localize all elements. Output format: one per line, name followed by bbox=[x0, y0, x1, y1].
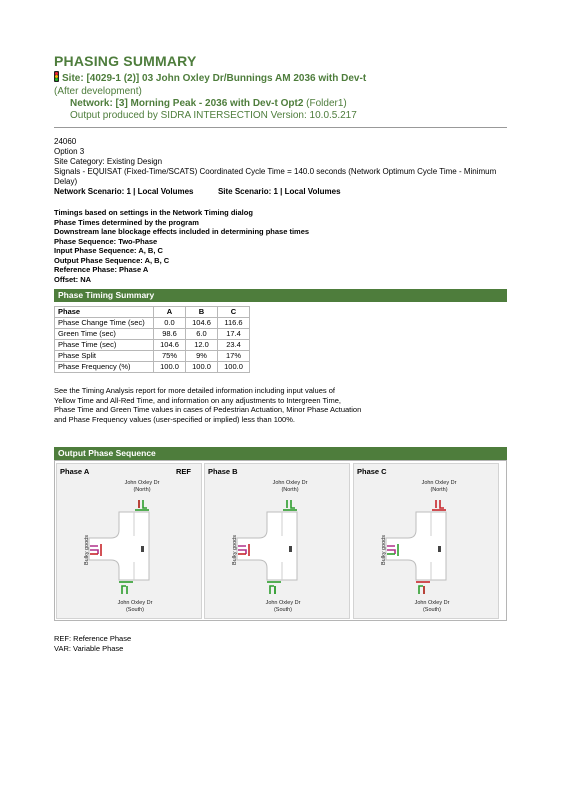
table-cell: 75% bbox=[154, 351, 186, 362]
table-cell: 116.6 bbox=[218, 318, 250, 329]
note-line: Phase Time and Green Time values in cases of Pedestrian Actuation, Minor Phase Actuation bbox=[54, 405, 362, 414]
site-name: Site: [4029-1 (2)] 03 John Oxley Dr/Bunnings AM 2036 with Dev-t bbox=[62, 73, 367, 84]
output-phase-sequence-header: Output Phase Sequence bbox=[54, 447, 507, 460]
west-road-label: Bulky goods bbox=[84, 535, 90, 565]
timing-line: Output Phase Sequence: A, B, C bbox=[54, 255, 170, 265]
signal-head-icon bbox=[141, 546, 144, 552]
reference-marker: REF bbox=[176, 467, 191, 476]
south-road-label: John Oxley Dr (South) bbox=[265, 600, 301, 613]
phase-panel-a bbox=[56, 463, 202, 619]
site-note: (After development) bbox=[54, 86, 142, 97]
table-cell: 9% bbox=[186, 351, 218, 362]
west-road-label: Bulky goods bbox=[381, 535, 387, 565]
note-line: Yellow Time and All-Red Time, and information on any adjustments to Intergreen Time, bbox=[54, 395, 341, 405]
phase-timing-table bbox=[54, 306, 250, 373]
phase-panel-b bbox=[204, 463, 350, 619]
network-heading bbox=[70, 97, 347, 110]
table-cell: 17.4 bbox=[218, 329, 250, 340]
phase-panel-c bbox=[353, 463, 499, 619]
table-row bbox=[55, 362, 250, 373]
timing-line: Phase Sequence: Two-Phase bbox=[54, 236, 158, 246]
timing-analysis-note bbox=[54, 386, 404, 424]
timing-line: Phase Times determined by the program bbox=[54, 217, 199, 227]
table-cell: 100.0 bbox=[218, 362, 250, 373]
north-road-label: John Oxley Dr (North) bbox=[272, 480, 308, 493]
phase-name: Phase C bbox=[357, 467, 387, 476]
legend-var: VAR: Variable Phase bbox=[54, 643, 124, 653]
site-heading bbox=[54, 71, 384, 98]
produced-by: Output produced by SIDRA INTERSECTION Version: 10.0.5.217 bbox=[70, 110, 357, 121]
network-name: Network: [3] Morning Peak - 2036 with Dev-t Opt2 bbox=[70, 98, 304, 109]
signal-head-icon bbox=[438, 546, 441, 552]
site-meta bbox=[54, 137, 509, 197]
phase-timing-summary-header: Phase Timing Summary bbox=[54, 289, 507, 302]
table-cell: 100.0 bbox=[154, 362, 186, 373]
note-line: See the Timing Analysis report for more detailed information including input values of bbox=[54, 386, 335, 395]
column-header: Phase bbox=[55, 307, 154, 318]
table-header-row bbox=[55, 307, 250, 318]
west-road-label: Bulky goods bbox=[232, 535, 238, 565]
column-header: C bbox=[218, 307, 250, 318]
south-arrows-icon bbox=[122, 586, 127, 594]
north-road-label: John Oxley Dr (North) bbox=[421, 480, 457, 493]
timing-line: Input Phase Sequence: A, B, C bbox=[54, 246, 163, 255]
table-cell: 0.0 bbox=[154, 318, 186, 329]
south-road-label: John Oxley Dr (South) bbox=[117, 600, 153, 613]
table-cell: 23.4 bbox=[218, 340, 250, 351]
note-line: and Phase Frequency values (user-specified or implied) less than 100%. bbox=[54, 414, 295, 424]
north-arrows-icon bbox=[436, 500, 444, 508]
table-cell: 100.0 bbox=[186, 362, 218, 373]
column-header: A bbox=[154, 307, 186, 318]
row-label: Green Time (sec) bbox=[55, 329, 154, 340]
signal-head-icon bbox=[289, 546, 292, 552]
table-cell: 104.6 bbox=[154, 340, 186, 351]
timing-line: Timings based on settings in the Network Timing dialog bbox=[54, 208, 253, 217]
table-row bbox=[55, 329, 250, 340]
network-scenario: Network Scenario: 1 | Local Volumes bbox=[54, 187, 194, 196]
table-cell: 12.0 bbox=[186, 340, 218, 351]
table-cell: 98.6 bbox=[154, 329, 186, 340]
phase-name: Phase A bbox=[60, 467, 90, 476]
job-id: 24060 bbox=[54, 137, 77, 146]
option-label: Option 3 bbox=[54, 147, 85, 156]
table-cell: 17% bbox=[218, 351, 250, 362]
phase-name: Phase B bbox=[208, 467, 238, 476]
table-row bbox=[55, 340, 250, 351]
page-title: PHASING SUMMARY bbox=[54, 53, 197, 69]
site-category: Site Category: Existing Design bbox=[54, 157, 163, 166]
signals-info: Signals - EQUISAT (Fixed-Time/SCATS) Coordinated Cycle Time = 140.0 seconds (Network Optimum Cycle Time - Minimum Delay) bbox=[54, 167, 497, 186]
network-note: (Folder1) bbox=[306, 98, 347, 109]
row-label: Phase Change Time (sec) bbox=[55, 318, 154, 329]
north-road-label: John Oxley Dr (North) bbox=[124, 480, 160, 493]
legend-ref: REF: Reference Phase bbox=[54, 634, 132, 643]
timing-line: Reference Phase: Phase A bbox=[54, 265, 149, 274]
south-road-label: John Oxley Dr (South) bbox=[414, 600, 450, 613]
north-arrows-icon bbox=[139, 500, 147, 508]
row-label: Phase Frequency (%) bbox=[55, 362, 154, 373]
row-label: Phase Time (sec) bbox=[55, 340, 154, 351]
timing-settings bbox=[54, 208, 309, 284]
timing-line: Offset: NA bbox=[54, 274, 92, 284]
traffic-light-icon bbox=[54, 71, 59, 82]
row-label: Phase Split bbox=[55, 351, 154, 362]
table-row bbox=[55, 318, 250, 329]
scenario-line bbox=[54, 187, 509, 197]
table-cell: 104.6 bbox=[186, 318, 218, 329]
legend bbox=[54, 634, 131, 653]
site-scenario: Site Scenario: 1 | Local Volumes bbox=[217, 187, 341, 196]
north-arrows-icon bbox=[287, 500, 295, 508]
divider bbox=[54, 127, 507, 128]
table-cell: 6.0 bbox=[186, 329, 218, 340]
timing-line: Downstream lane blockage effects included in determining phase times bbox=[54, 227, 310, 236]
column-header: B bbox=[186, 307, 218, 318]
table-row bbox=[55, 351, 250, 362]
